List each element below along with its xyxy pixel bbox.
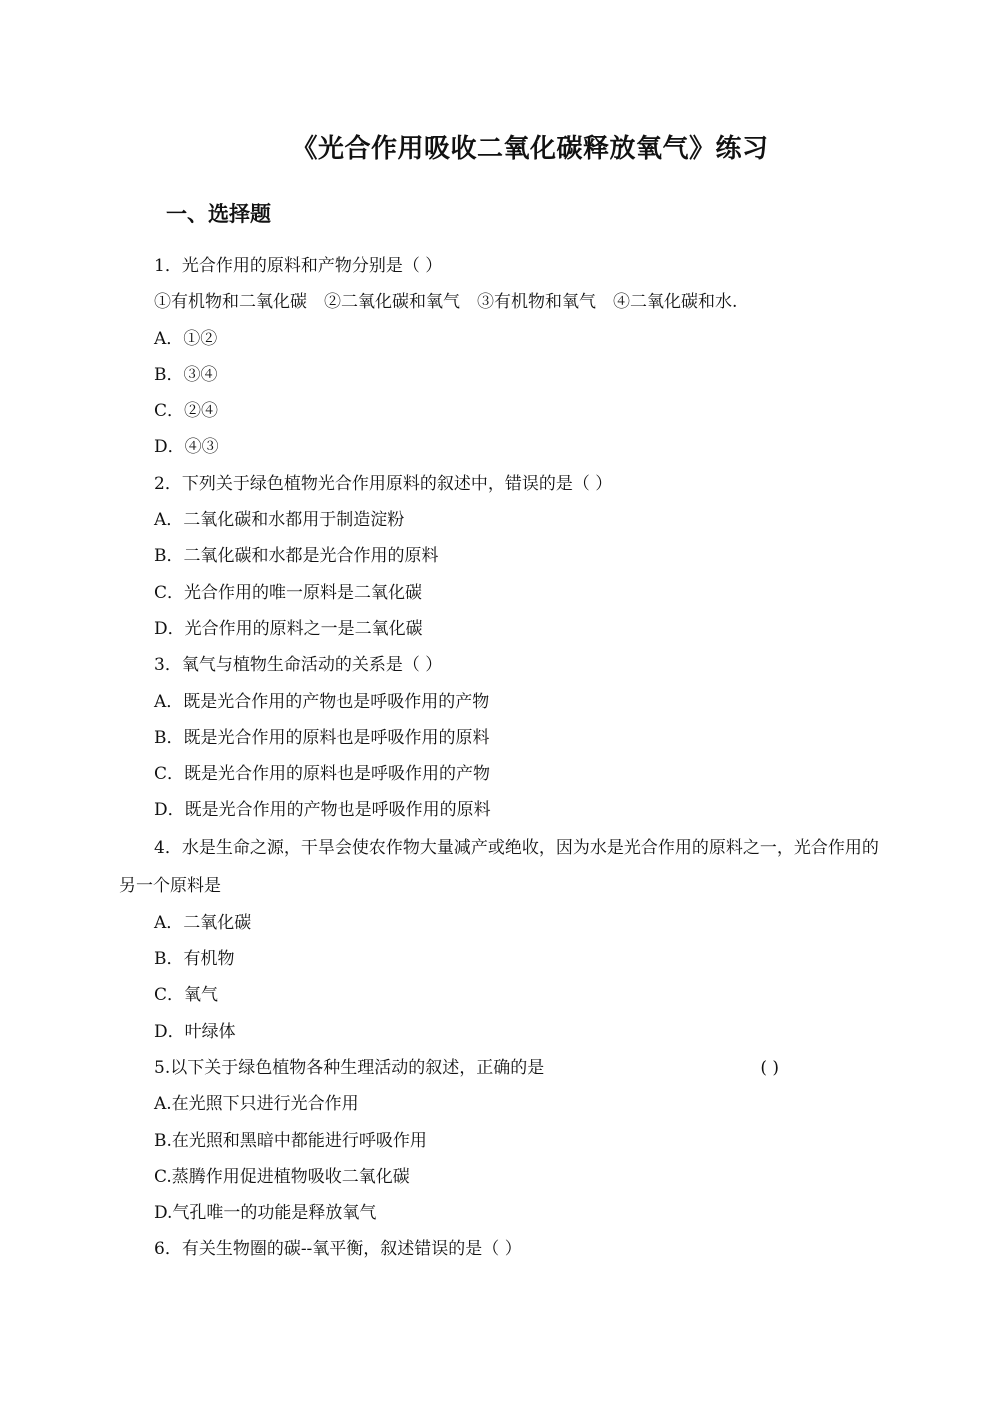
question-2-option-d: D．光合作用的原料之一是二氧化碳: [154, 618, 423, 639]
question-5-stem: 5.以下关于绿色植物各种生理活动的叙述，正确的是: [154, 1057, 545, 1078]
question-1-option-c: C．②④: [154, 401, 219, 422]
question-5-answer-bracket: ( ): [760, 1057, 779, 1078]
question-5-option-b: B.在光照和黑暗中都能进行呼吸作用: [154, 1130, 427, 1151]
question-1-note: ①有机物和二氧化碳 ②二氧化碳和氧气 ③有机物和氧气 ④二氧化碳和水.: [154, 292, 738, 313]
question-4-option-b: B．有机物: [154, 949, 235, 970]
question-1-option-a: A．①②: [154, 328, 218, 349]
question-4-option-c: C．氧气: [154, 985, 219, 1006]
question-1-option-b: B．③④: [154, 364, 218, 385]
question-5-option-c: C.蒸腾作用促进植物吸收二氧化碳: [154, 1166, 410, 1187]
section-heading: 一、选择题: [166, 201, 271, 226]
question-6-stem: 6．有关生物圈的碳--氧平衡，叙述错误的是（ ）: [154, 1239, 522, 1260]
question-1-option-d: D．④③: [154, 437, 219, 458]
question-2-option-b: B．二氧化碳和水都是光合作用的原料: [154, 546, 439, 567]
question-4-stem: 4．水是生命之源，干旱会使农作物大量减产或绝收，因为水是光合作用的原料之一，光合作用的另一个原料是: [119, 837, 879, 896]
question-5-option-d: D.气孔唯一的功能是释放氧气: [154, 1203, 377, 1224]
question-3-option-d: D．既是光合作用的产物也是呼吸作用的原料: [154, 800, 491, 821]
question-3-stem: 3．氧气与植物生命活动的关系是（ ）: [154, 655, 443, 676]
question-5-option-a: A.在光照下只进行光合作用: [154, 1094, 359, 1115]
question-list: [119, 248, 879, 1268]
question-4-option-a: A．二氧化碳: [154, 912, 252, 933]
page-title: 《光合作用吸收二氧化碳释放氧气》练习: [291, 134, 769, 164]
question-2-option-a: A．二氧化碳和水都用于制造淀粉: [154, 510, 405, 531]
question-3-option-a: A．既是光合作用的产物也是呼吸作用的产物: [154, 691, 490, 712]
question-1-stem: 1．光合作用的原料和产物分别是（ ）: [154, 256, 443, 276]
question-5-stem-row: [119, 1050, 879, 1086]
question-2-stem: 2．下列关于绿色植物光合作用原料的叙述中，错误的是（ ）: [154, 473, 613, 494]
question-4-option-d: D．叶绿体: [154, 1021, 236, 1042]
question-2-option-c: C．光合作用的唯一原料是二氧化碳: [154, 582, 423, 603]
question-3-option-b: B．既是光合作用的原料也是呼吸作用的原料: [154, 727, 490, 748]
question-3-option-c: C．既是光合作用的原料也是呼吸作用的产物: [154, 764, 491, 785]
